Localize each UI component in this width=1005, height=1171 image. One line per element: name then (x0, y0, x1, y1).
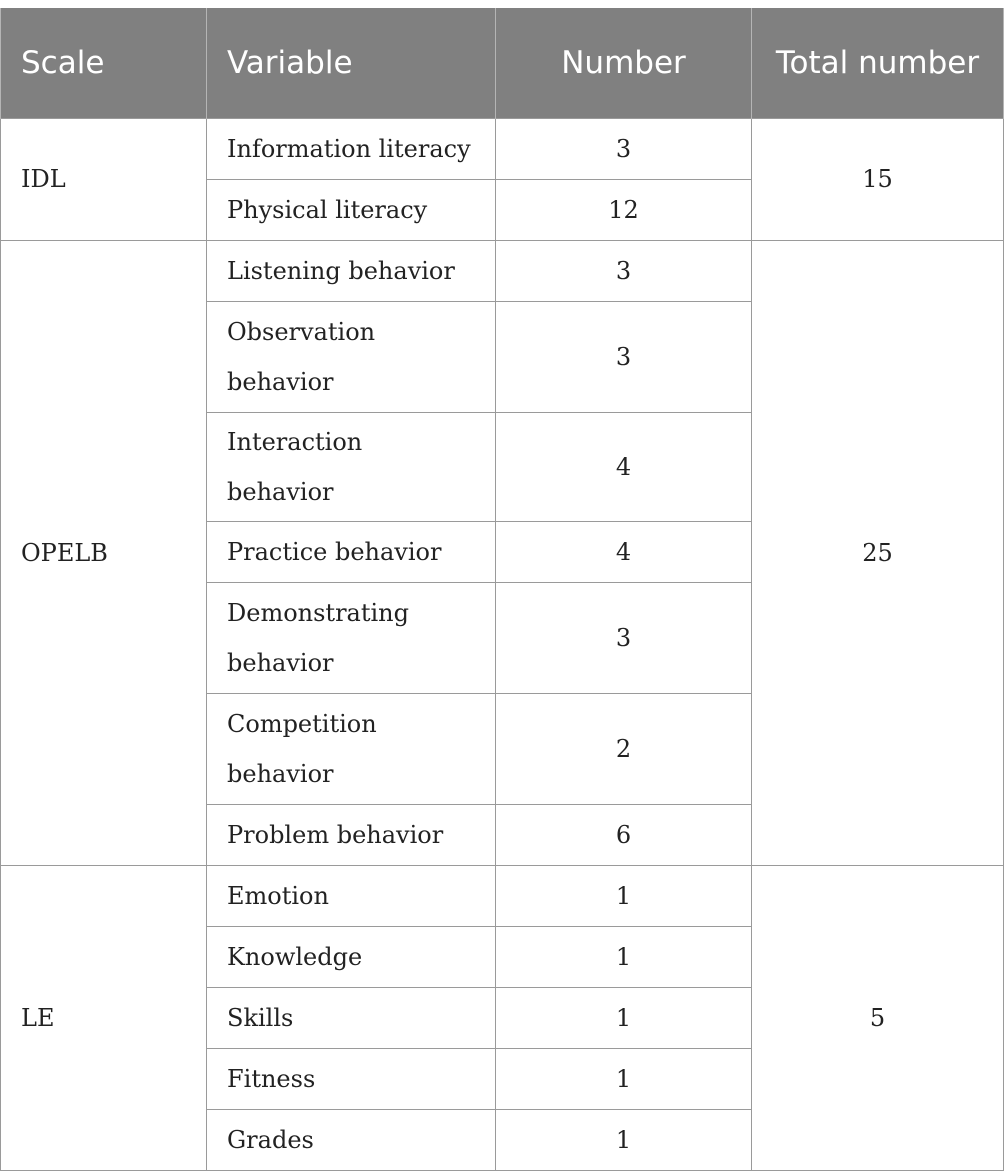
variable-cell: Demonstrating behavior (207, 582, 496, 693)
number-cell: 6 (496, 804, 752, 865)
header-total-number: Total number (752, 8, 1004, 118)
number-cell: 3 (496, 118, 752, 179)
header-number: Number (496, 8, 752, 118)
total-cell-idl: 15 (752, 118, 1004, 240)
header-variable: Variable (207, 8, 496, 118)
variable-cell: Emotion (207, 865, 496, 926)
variable-cell: Knowledge (207, 926, 496, 987)
scale-cell-opelb: OPELB (1, 240, 207, 865)
table-row (1, 118, 1004, 179)
number-cell: 3 (496, 582, 752, 693)
variable-cell: Observation behavior (207, 301, 496, 412)
number-cell: 1 (496, 1109, 752, 1170)
total-cell-le: 5 (752, 865, 1004, 1170)
table-row (1, 240, 1004, 301)
number-cell: 1 (496, 1048, 752, 1109)
variable-cell: Grades (207, 1109, 496, 1170)
number-cell: 3 (496, 301, 752, 412)
variable-cell: Interaction behavior (207, 412, 496, 521)
number-cell: 2 (496, 693, 752, 804)
table-row (1, 865, 1004, 926)
total-cell-opelb: 25 (752, 240, 1004, 865)
scale-cell-le: LE (1, 865, 207, 1170)
variable-cell: Skills (207, 987, 496, 1048)
number-cell: 12 (496, 179, 752, 240)
variable-cell: Physical literacy (207, 179, 496, 240)
variable-cell: Listening behavior (207, 240, 496, 301)
variable-cell: Information literacy (207, 118, 496, 179)
scale-cell-idl: IDL (1, 118, 207, 240)
number-cell: 4 (496, 412, 752, 521)
variable-cell: Fitness (207, 1048, 496, 1109)
number-cell: 1 (496, 926, 752, 987)
number-cell: 3 (496, 240, 752, 301)
scale-table (0, 8, 1004, 1171)
variable-cell: Problem behavior (207, 804, 496, 865)
variable-cell: Competition behavior (207, 693, 496, 804)
number-cell: 4 (496, 521, 752, 582)
header-scale: Scale (1, 8, 207, 118)
header-row (1, 8, 1004, 118)
variable-cell: Practice behavior (207, 521, 496, 582)
number-cell: 1 (496, 987, 752, 1048)
number-cell: 1 (496, 865, 752, 926)
